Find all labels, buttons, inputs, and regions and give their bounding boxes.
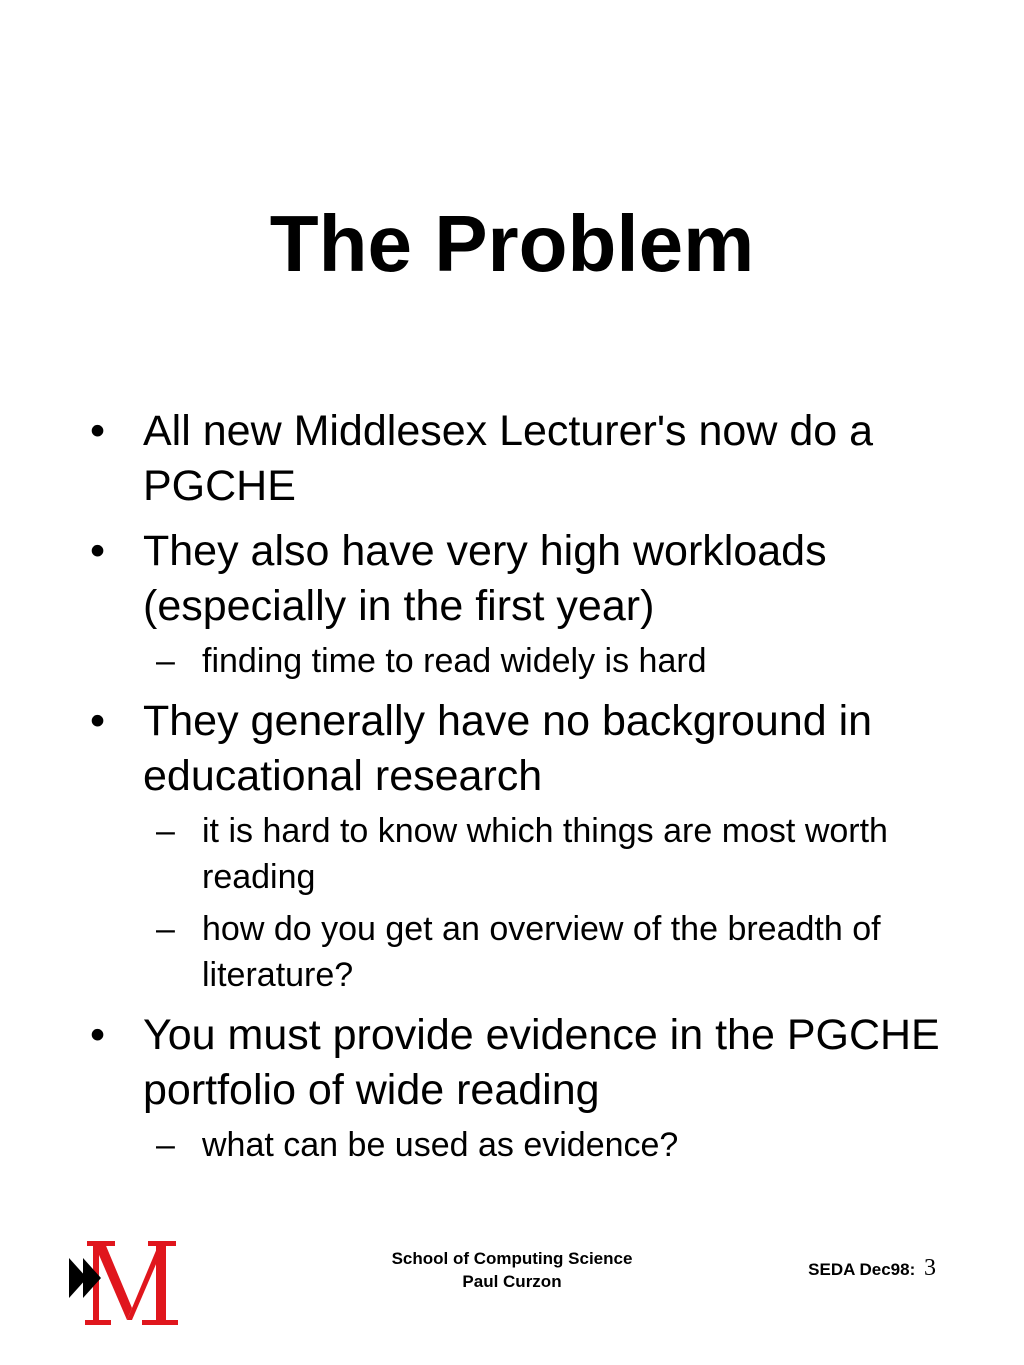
sub-bullet-marker: – <box>156 812 175 850</box>
sub-bullet-list <box>143 808 964 998</box>
middlesex-m-logo-icon <box>68 1238 182 1328</box>
bullet-item <box>0 694 1024 998</box>
sub-bullet-marker: – <box>156 910 175 948</box>
footer-credits <box>312 1247 712 1293</box>
sub-bullet-text: how do you get an overview of the breadth of literature? <box>202 910 881 994</box>
bullet-text: You must provide evidence in the PGCHE portfolio of wide reading <box>143 1011 940 1114</box>
footer-slide-info <box>808 1254 936 1284</box>
bullet-item <box>0 1008 1024 1168</box>
bullet-item <box>0 524 1024 684</box>
sub-bullet-item <box>0 906 964 998</box>
sub-bullet-text: it is hard to know which things are most worth reading <box>202 812 888 896</box>
sub-bullet-list <box>143 638 964 684</box>
bullet-marker: • <box>90 1011 106 1059</box>
bullet-text: They generally have no background in educational research <box>143 697 873 800</box>
slide-title: The Problem <box>269 199 755 288</box>
bullet-item <box>0 404 1024 514</box>
sub-bullet-list <box>143 1122 964 1168</box>
bullet-marker: • <box>90 697 106 745</box>
sub-bullet-text: what can be used as evidence? <box>202 1126 679 1164</box>
bullet-text: All new Middlesex Lecturer's now do a PGCHE <box>143 407 874 510</box>
footer-event-tag: SEDA Dec98: <box>808 1260 916 1279</box>
bullet-marker: • <box>90 407 106 455</box>
sub-bullet-item <box>0 1122 964 1168</box>
sub-bullet-text: finding time to read widely is hard <box>202 642 707 680</box>
sub-bullet-marker: – <box>156 642 175 680</box>
sub-bullet-marker: – <box>156 1126 175 1164</box>
bullet-list <box>0 404 1024 1178</box>
footer-author: Paul Curzon <box>462 1272 562 1291</box>
bullet-marker: • <box>90 527 106 575</box>
page-number: 3 <box>924 1255 936 1281</box>
sub-bullet-item <box>0 808 964 900</box>
bullet-text: They also have very high workloads (especially in the first year) <box>143 527 827 630</box>
sub-bullet-item <box>0 638 964 684</box>
footer-school: School of Computing Science <box>391 1249 633 1268</box>
